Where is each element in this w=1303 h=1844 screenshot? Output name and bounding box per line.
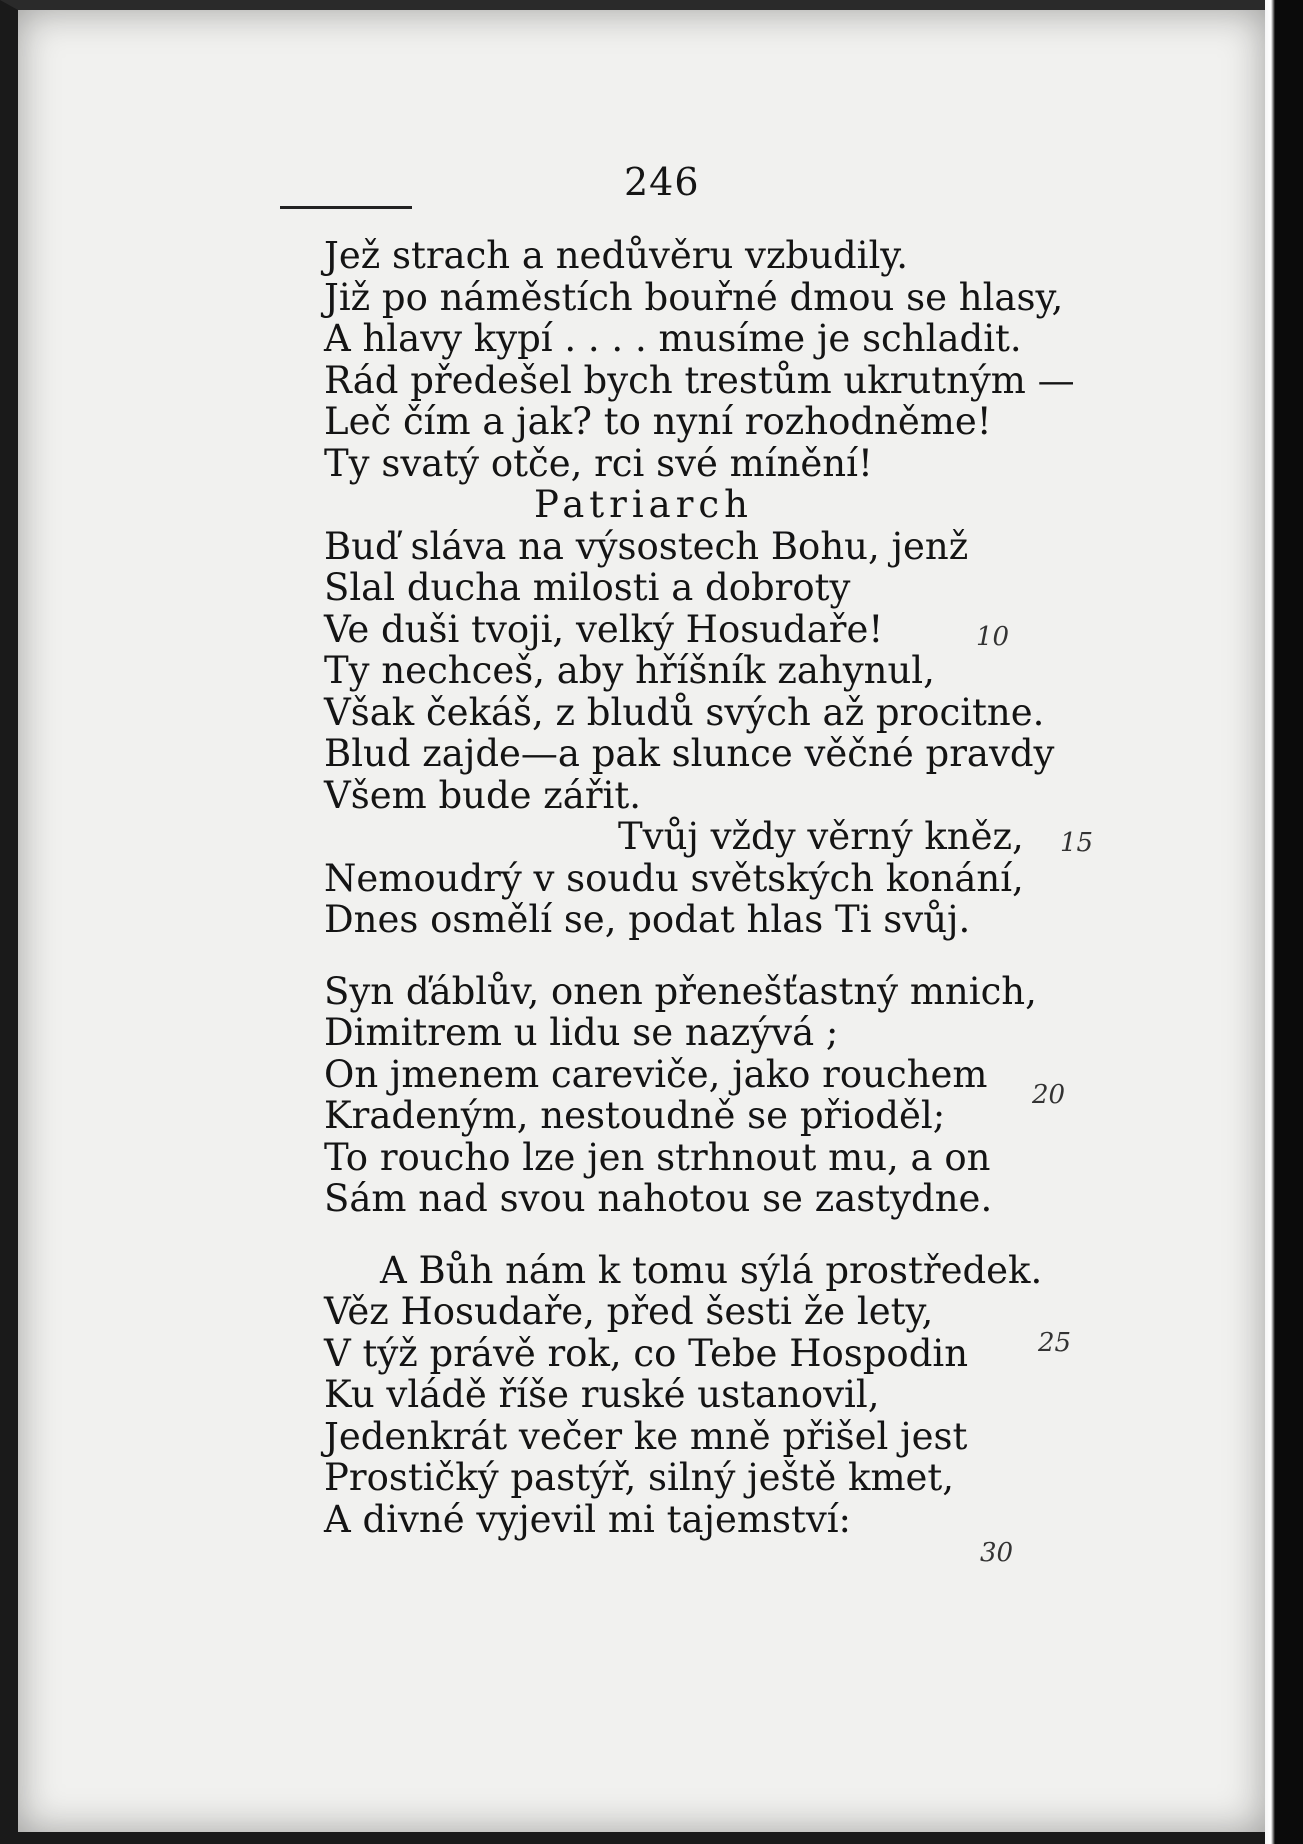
poem-line: Všem bude zářit. [324,773,642,817]
poem-line: A Bůh nám k tomu sýlá prostředek. [380,1248,1043,1292]
margin-note-30: 30 [980,1538,1014,1568]
poem-line: Dimitrem u lidu se nazývá ; [324,1011,839,1054]
poem-line: Ty nechceš, aby hříšník zahynul, [324,649,935,692]
poem-line: Nemoudrý v soudu světských konání, [324,856,1024,900]
poem-line: Sám nad svou nahotou se zastydne. [324,1177,993,1220]
poem-line: A hlavy kypí . . . . musíme je schladit. [324,317,1022,360]
page-edge [1265,0,1303,1844]
poem-line: Ve duši tvoji, velký Hosudaře! [324,607,884,651]
poem-line: Však čekáš, z bludů svých až procitne. [324,690,1045,734]
poem-line: V týž právě rok, co Tebe Hospodin [324,1331,969,1375]
margin-note-15: 15 [1060,828,1094,858]
page-number: 246 [624,160,700,204]
poem-line: Prostičký pastýř, silný ještě kmet, [324,1456,955,1499]
poem-line: Ku vládě říše ruské ustanovil, [324,1373,880,1416]
poem-line: Slal ducha milosti a dobroty [324,566,851,609]
poem-line: A divné vyjevil mi tajemství: [324,1497,852,1541]
poem-line: Tvůj vždy věrný kněz, [618,815,1024,858]
header-rule [280,206,412,209]
poem-line: Leč čím a jak? to nyní rozhodněme! [324,400,992,443]
poem-line: On jmenem careviče, jako rouchem [324,1052,988,1096]
poem-line: Jedenkrát večer ke mně přišel jest [324,1414,968,1458]
poem-line: Již po náměstích bouřné dmou se hlasy, [324,275,1064,319]
margin-note-10: 10 [976,622,1010,652]
poem-line: Blud zajde—a pak slunce věčné pravdy [324,732,1055,775]
margin-note-25: 25 [1038,1328,1072,1358]
speaker-name: Patriarch [534,483,753,526]
poem-line: Dnes osmělí se, podat hlas Ti svůj. [324,898,971,941]
poem-line: Buď sláva na výsostech Bohu, jenž [324,524,969,568]
poem-line: Jež strach a nedůvěru vzbudily. [324,234,909,277]
poem-text [324,235,1075,1540]
poem-line: Kradeným, nestoudně se přioděl; [324,1094,946,1137]
stanza-break [324,941,1075,971]
poem-line: To roucho lze jen strhnout mu, a on [324,1135,991,1179]
poem-line: Ty svatý otče, rci své mínění! [324,441,873,485]
poem-line: Věz Hosudaře, před šesti že lety, [324,1290,934,1333]
margin-note-20: 20 [1032,1080,1066,1110]
poem-line: Rád předešel bych trestům ukrutným — [324,358,1075,402]
stanza-break [324,1220,1075,1250]
poem-line: Syn ďáblův, onen přenešťastný mnich, [324,969,1037,1013]
